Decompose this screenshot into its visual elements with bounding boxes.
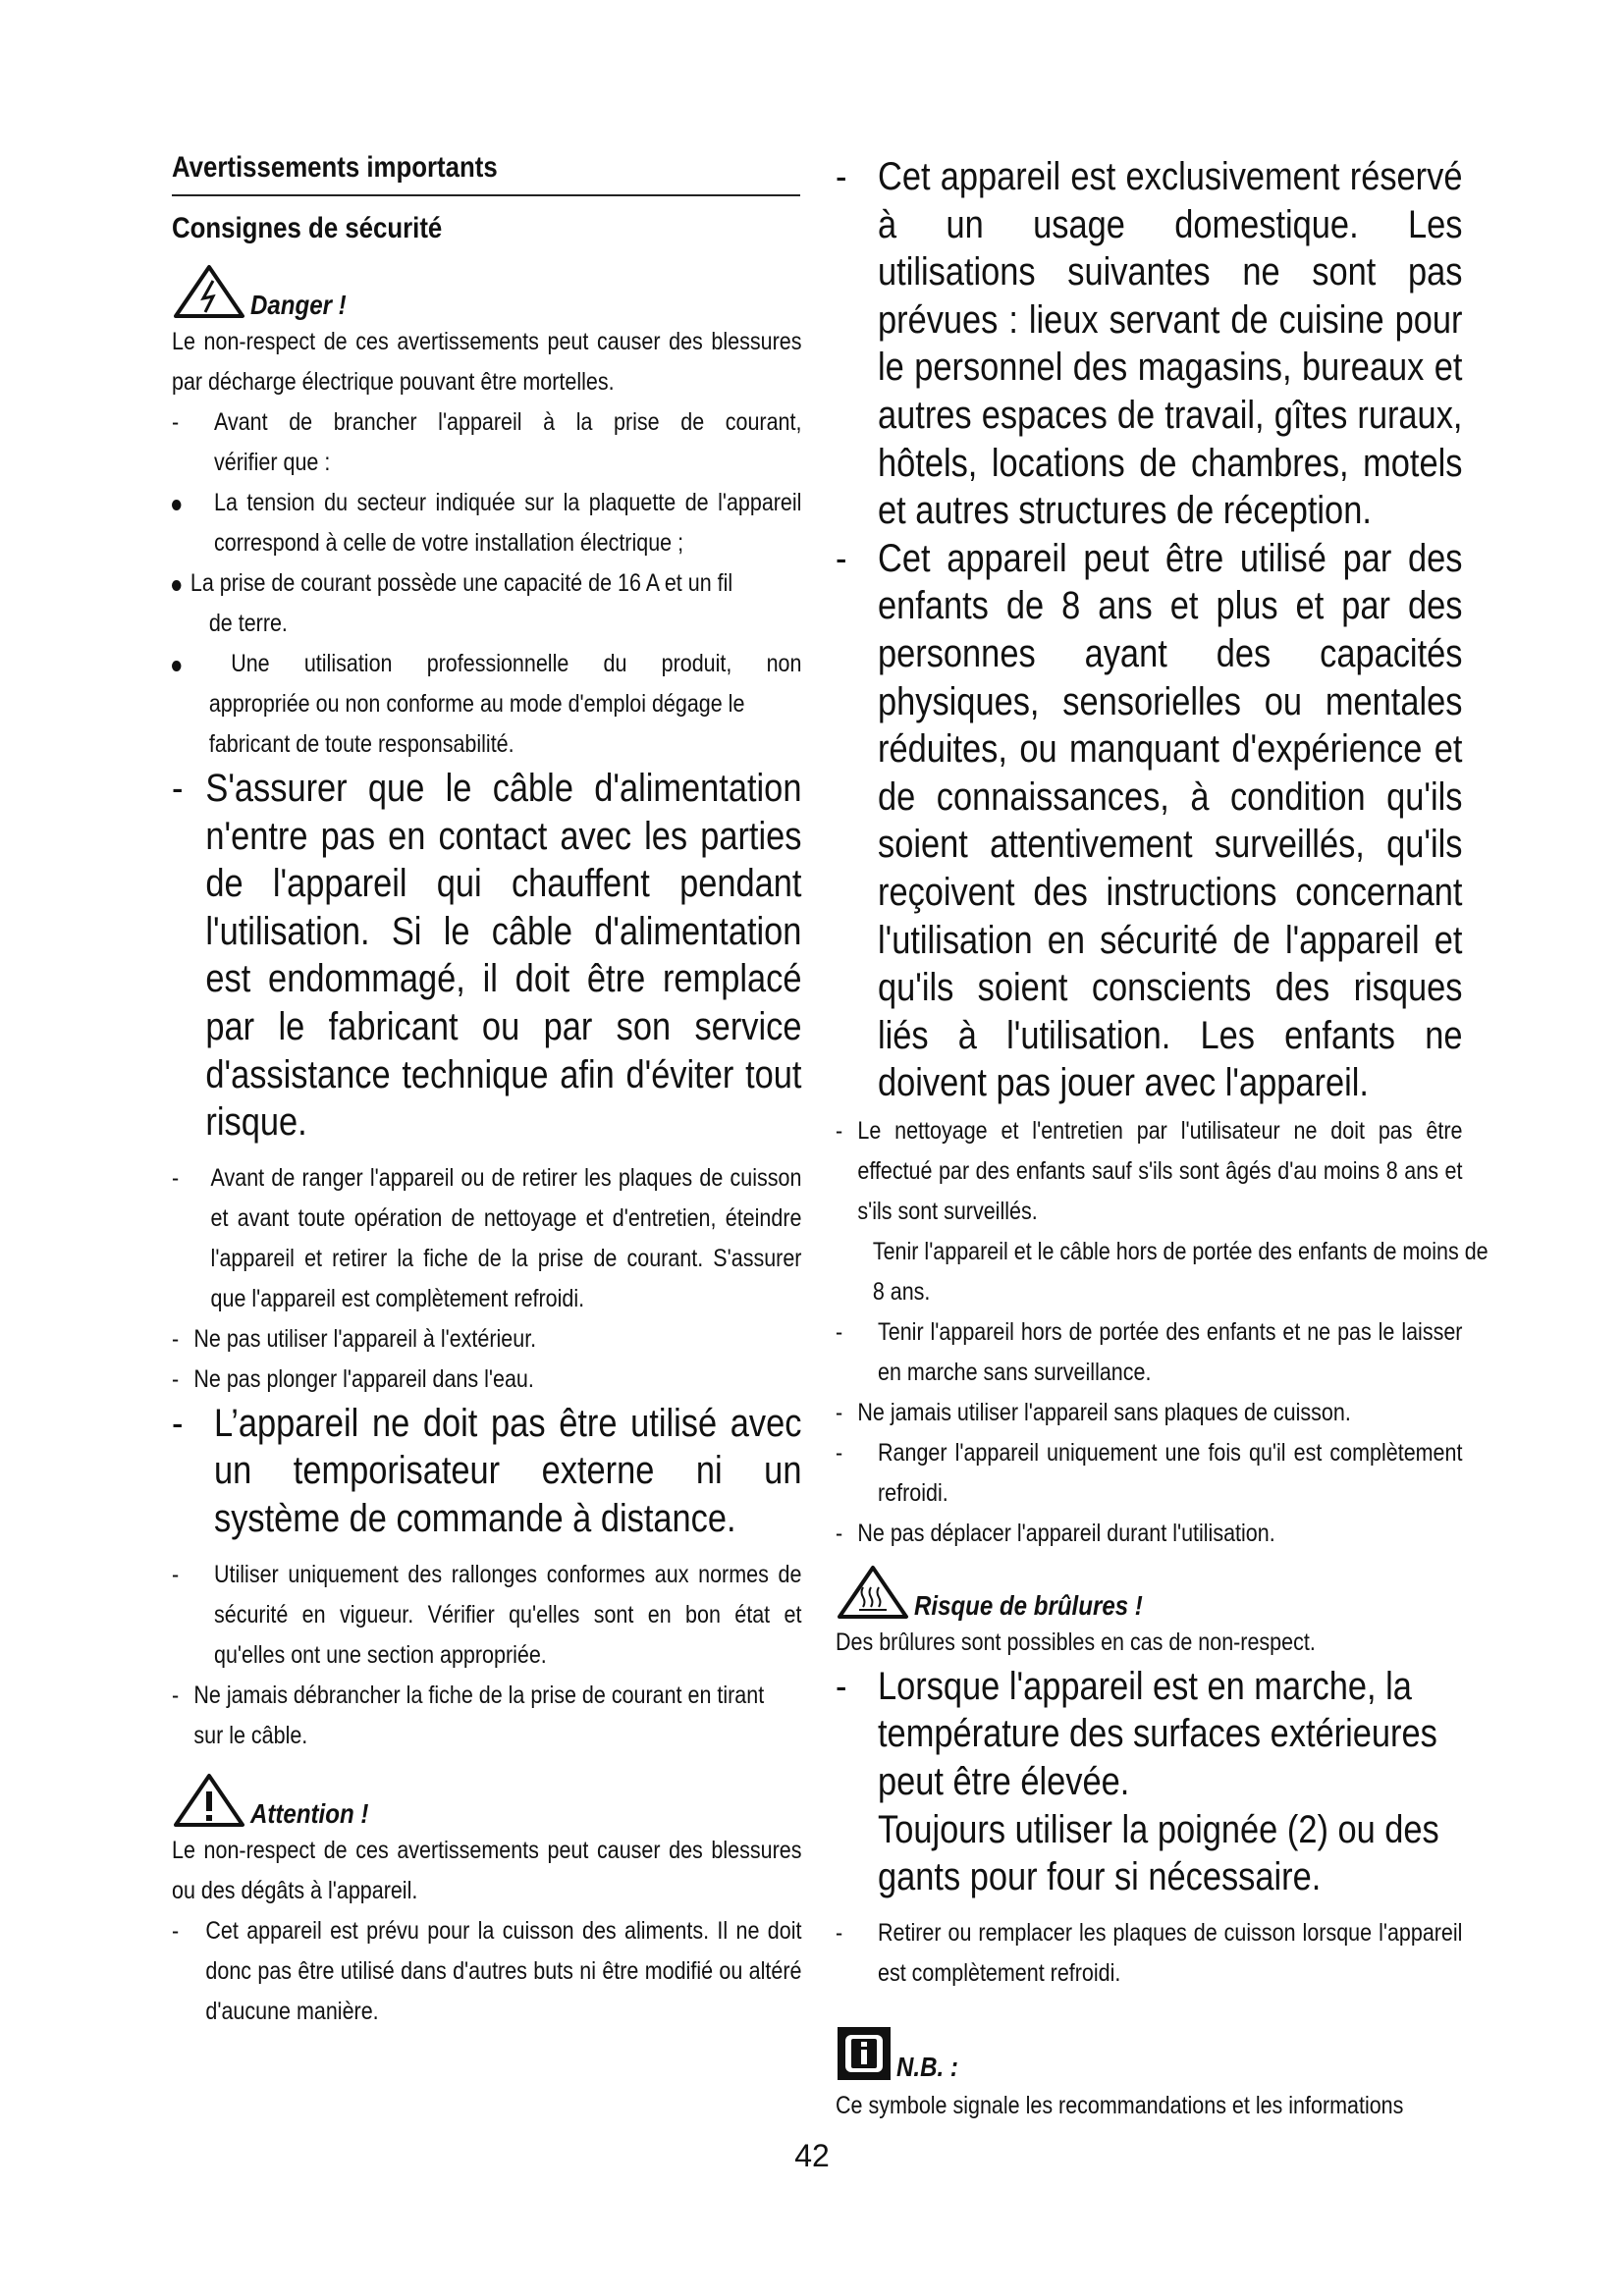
list-item: - Ranger l'appareil uniquement une fois qu'il est complètement refroidi. (836, 1433, 1462, 1514)
dash-marker: - (836, 1438, 843, 1467)
list-item: - Retirer ou remplacer les plaques de cuisson lorsque l'appareil est complètement refroidi. (836, 1913, 1462, 1994)
section-title: Avertissements importants (172, 151, 498, 184)
list-item-continuation: Tenir l'appareil et le câble hors de portée des enfants de moins de 8 ans. (872, 1237, 1489, 1306)
list-item: La tension du secteur indiquée sur la plaquette de l'appareil correspond à celle de votre installation électrique ; (172, 483, 801, 563)
burn-label: Risque de brûlures ! (914, 1589, 1143, 1621)
title-underline (172, 194, 800, 196)
nb-heading (836, 2011, 1464, 2082)
warning-triangle-icon (172, 1772, 246, 1829)
list-item: Une utilisation professionnelle du produit, non appropriée ou non conforme au mode d'emploi dégage le fabricant de toute responsabilité. (172, 644, 801, 765)
dash-marker: - (172, 1163, 180, 1192)
attention-heading (172, 1768, 803, 1829)
hot-surface-triangle-icon (836, 1564, 910, 1621)
attention-label: Attention ! (250, 1797, 369, 1829)
list-item: - Avant de brancher l'appareil à la prise de courant, vérifier que : (172, 402, 801, 483)
list-item-continuation: Toujours utiliser la poignée (2) ou des gants pour four si nécessaire. (878, 1807, 1439, 1899)
danger-label: Danger ! (250, 290, 347, 320)
list-item: - Ne jamais débrancher la fiche de la prise de courant en tirant sur le câble. (172, 1676, 801, 1756)
nb-intro: Ce symbole signale les recommandations et les informations (836, 2091, 1404, 2119)
dash-marker: - (172, 1560, 180, 1588)
page-number: 42 (794, 2138, 830, 2173)
dash-marker: - (836, 1317, 843, 1346)
bullet-marker (172, 644, 231, 684)
dash-marker: - (836, 1664, 847, 1708)
list-item: - Cet appareil est prévu pour la cuisson des aliments. Il ne doit donc pas être utilisé dans d'autres buts ni être modifié ou altéré d'aucune manière. (172, 1911, 801, 2032)
dash-marker: - (836, 1519, 843, 1547)
list-item: - Tenir l'appareil hors de portée des enfants et ne pas le laisser en marche sans surveillance. (836, 1312, 1462, 1393)
list-item: - L’appareil ne doit pas être utilisé avec un temporisateur externe ni un système de commande à distance. (172, 1401, 802, 1540)
electric-hazard-triangle-icon (172, 263, 246, 320)
dash-marker: - (836, 536, 847, 580)
list-item: - Ne jamais utiliser l'appareil sans plaques de cuisson. (836, 1393, 1462, 1433)
list-item: La prise de courant possède une capacité de 16 A et un fil de terre. (172, 563, 801, 644)
list-item: - Le nettoyage et l'entretien par l'utilisateur ne doit pas être effectué par des enfants sauf s'ils sont âgés d'au moins 8 ans et s'ils sont surveillés. (836, 1111, 1462, 1232)
info-icon (836, 2025, 893, 2082)
dash-marker: - (836, 155, 847, 198)
burn-intro: Des brûlures sont possibles en cas de non-respect. (836, 1628, 1316, 1656)
list-item: - Ne pas déplacer l'appareil durant l'utilisation. (836, 1514, 1462, 1554)
right-column (836, 153, 1489, 2126)
list-item: - Ne pas plonger l'appareil dans l'eau. (172, 1360, 801, 1400)
section-subtitle: Consignes de sécurité (172, 212, 443, 244)
burn-heading (836, 1560, 1464, 1621)
dash-marker: - (172, 1681, 180, 1709)
dash-marker: - (172, 1401, 184, 1445)
dash-marker: - (172, 767, 184, 810)
bullet-marker (172, 483, 214, 523)
dash-marker: - (836, 1116, 843, 1145)
dash-marker: - (172, 1916, 180, 1945)
list-item: - Cet appareil est exclusivement réservé à un usage domestique. Les utilisations suivantes ne sont pas prévues : lieux servant de cuisine pour le personnel des magasins, bureaux et autres espaces de travail, gîtes ruraux, hôtels, locations de chambres, motels et autres structures de réception. (836, 155, 1463, 533)
list-item: - Cet appareil peut être utilisé par des enfants de 8 ans et plus et par des personnes ayant des capacités physiques, sensorielles ou mentales réduites, ou manquant d'expérience et de connaissances, à condition qu'ils soient attentivement surveillés, qu'ils reçoivent des instructions concernant l'utilisation en sécurité de l'appareil et qu'ils soient conscients des risques liés à l'utilisation. Les enfants ne doivent pas jouer avec l'appareil. (836, 536, 1463, 1105)
list-item: - Utiliser uniquement des rallonges conformes aux normes de sécurité en vigueur. Vérifier qu'elles sont en bon état et qu'elles ont une section appropriée. (172, 1555, 801, 1676)
nb-label: N.B. : (896, 2051, 958, 2082)
dash-marker: - (836, 1398, 843, 1426)
danger-heading (172, 259, 803, 320)
dash-marker: - (172, 1324, 180, 1353)
attention-intro: Le non-respect de ces avertissements peut causer des blessures ou des dégâts à l'appareil. (172, 1836, 802, 1904)
dash-marker: - (172, 408, 180, 436)
danger-intro: Le non-respect de ces avertissements peut causer des blessures par décharge électrique pouvant être mortelles. (172, 328, 802, 396)
list-item: - Ne pas utiliser l'appareil à l'extérieur. (172, 1319, 801, 1360)
dash-marker: - (836, 1918, 843, 1947)
list-item: - Avant de ranger l'appareil ou de retirer les plaques de cuisson et avant toute opération de nettoyage et d'entretien, éteindre l'appareil et retirer la fiche de la prise de courant. S'assurer que l'appareil est complètement refroidi. (172, 1158, 801, 1319)
left-column (172, 147, 803, 2032)
list-item: - Lorsque l'appareil est en marche, la température des surfaces extérieures peut être élevée. (836, 1664, 1437, 1804)
bullet-marker (172, 563, 184, 604)
dash-marker: - (172, 1364, 180, 1393)
list-item: - S'assurer que le câble d'alimentation n'entre pas en contact avec les parties de l'appareil qui chauffent pendant l'utilisation. Si le câble d'alimentation est endommagé, il doit être remplacé par le fabricant ou par son service d'assistance technique afin d'éviter tout risque. (172, 767, 802, 1145)
